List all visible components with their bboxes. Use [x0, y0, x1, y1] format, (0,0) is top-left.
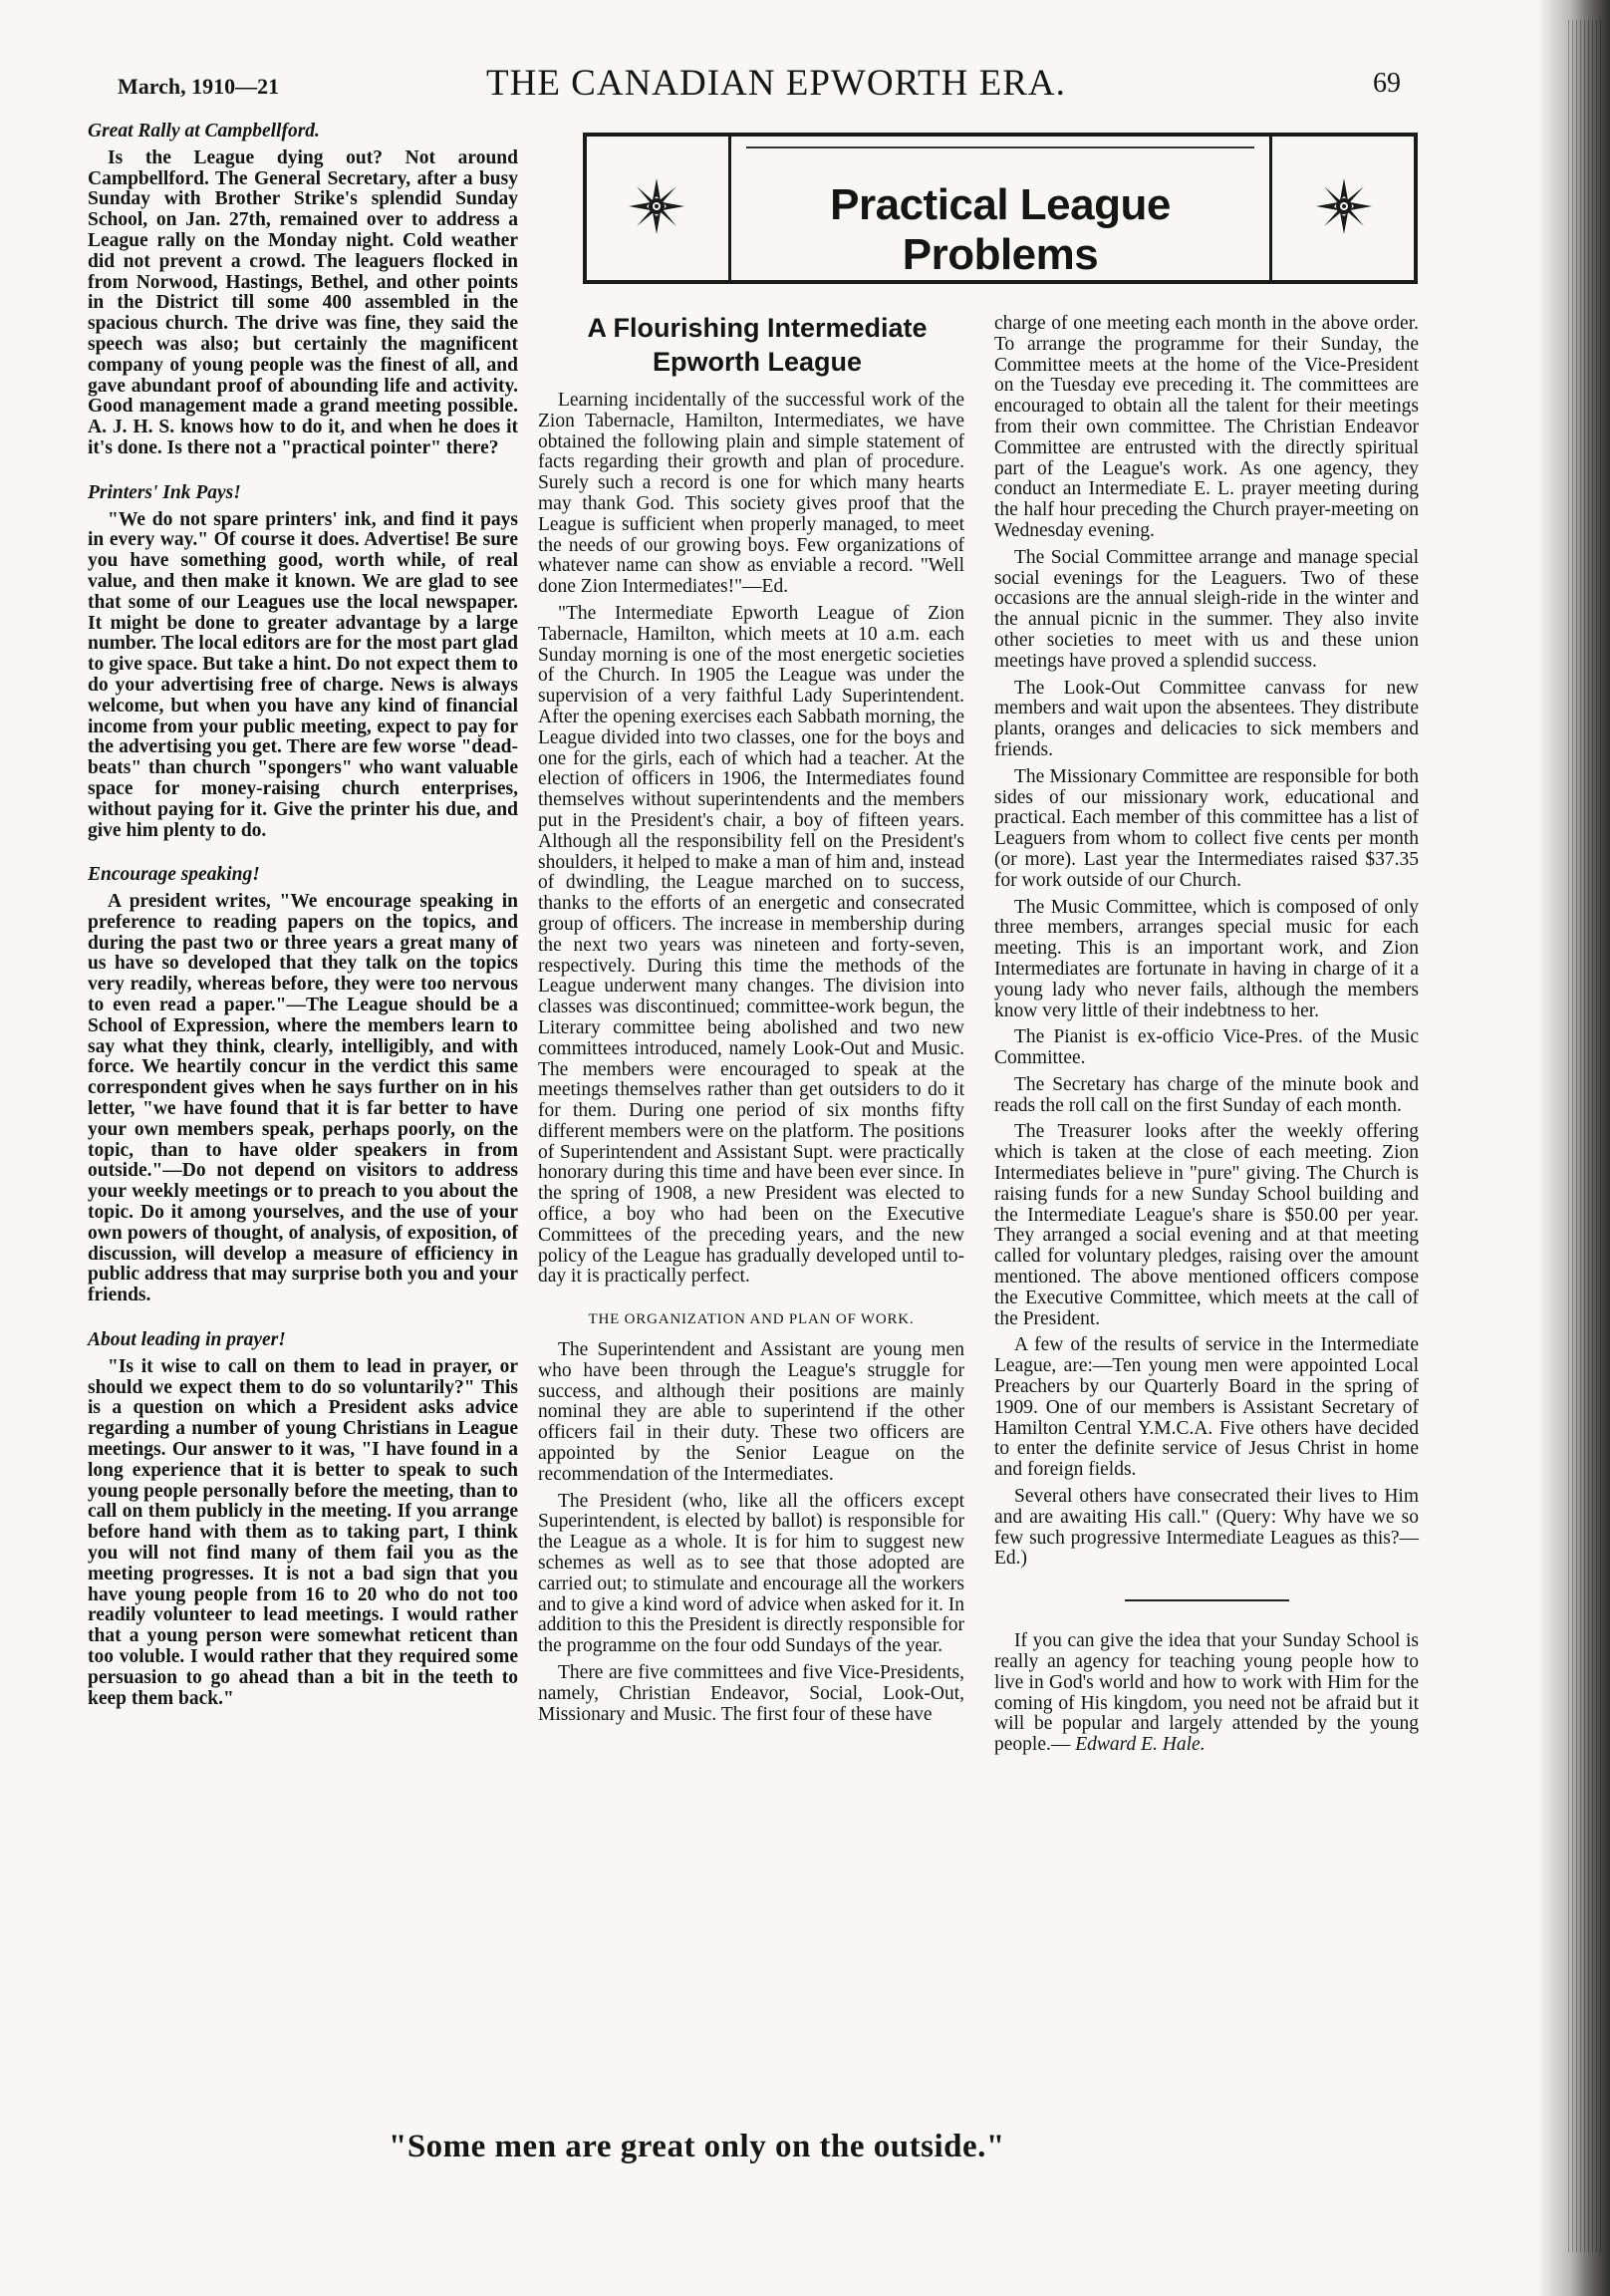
section-subheading: THE ORGANIZATION AND PLAN OF WORK.: [588, 1311, 915, 1328]
article-paragraph: "The Intermediate Epworth League of Zion Tabernacle, Hamilton, which meets at 10 a.m. each Sunday morning is one of the most energetic societies of the Church. In 1905 the League was under the supervision of a very faithful Lady Superintendent. After the opening exercises each Sabbath morning, the League divided into two classes, one for the boys and one for the girls, each of which had a teacher. At the election of officers in 1906, the Intermediates found themselves without superintendents and the members put in the President's chair, a boy of fifteen years. Although all the responsibility fell on the President's shoulders, it helped to make a man of him and, instead of dwindling, the League marched on to success, thanks to the efforts of an energetic and consecrated group of officers. The increase in membership during the next two years was nineteen and forty-seven, respectively. During this time the methods of the League underwent many changes. The division into classes was discontinued; committee-work begun, the Literary committee being abolished and two new committees introduced, namely Look-Out and Music. The members were encouraged to speak at the meetings themselves rather than get outsiders to do it for them. During one period of six months fifty different members were on the platform. The positions of Superintendent and Assistant Supt. were practically honorary during this time and have been ever since. In the spring of 1908, a new President was elected to office, a boy who had been on the Executive Committees of the preceding years, and the new policy of the League has gradually developed until to-day it is practically perfect.: [538, 602, 964, 1288]
article-paragraph: A few of the results of service in the Intermediate League, are:—Ten young men were appointed Local Preachers by our Quarterly Board in the spring of 1909. One of our members is Assistant Secretary of Hamilton Central Y.M.C.A. Five others have decided to enter the definite service of Jesus Christ in home and foreign fields.: [994, 1334, 1419, 1481]
book-spine-edge: [1539, 0, 1610, 2296]
section-heading: Great Rally at Campbellford.: [88, 121, 320, 142]
closing-quote: [994, 1631, 1419, 1756]
left-column: [88, 122, 518, 1709]
article-paragraph: Several others have consecrated their lives to Him and are awaiting His call." (Query: Why have we so few such progressive Intermediate Leagues as this?—Ed.): [994, 1486, 1419, 1570]
section-banner: [583, 133, 1418, 284]
article-paragraph: There are five committees and five Vice-Presidents, namely, Christian Endeavor, Social, Look-Out, Missionary and Music. The first four of these have: [538, 1662, 964, 1725]
star-ornament-icon: [627, 176, 686, 236]
article-title-line: Epworth League: [652, 347, 862, 377]
section-heading: About leading in prayer!: [88, 1329, 286, 1351]
article-paragraph: charge of one meeting each month in the above order. To arrange the programme for their Sunday, the Committee meets at the home of the Vice-President on the Tuesday eve preceding it. The committees are encouraged to obtain all the talent for their meetings from their own committee. The Christian Endeavor Committee are entrusted with the directly spiritual part of the League's work. As one agency, they conduct an Intermediate E. L. prayer meeting during the half hour preceding the Church prayer-meeting on Wednesday evening.: [994, 313, 1419, 541]
footer-quote: "Some men are great only on the outside.": [389, 2129, 1005, 2164]
section-heading: Encourage speaking!: [88, 864, 260, 886]
issue-date: March, 1910—21: [118, 74, 280, 99]
publication-title: THE CANADIAN EPWORTH ERA.: [486, 63, 1066, 104]
page-number: 69: [1373, 68, 1401, 99]
article-paragraph: The Missionary Committee are responsible for both sides of our missionary work, educational and practical. Each member of this committee has a list of Leaguers from whom to collect five cents per month (or more). Last year the Intermediates raised $37.35 for work outside of our Church.: [994, 765, 1419, 891]
right-column: [994, 314, 1419, 1756]
banner-left-panel: [587, 137, 731, 280]
middle-column: [538, 391, 964, 1725]
article-paragraph: Learning incidentally of the successful work of the Zion Tabernacle, Hamilton, Intermediates, we have obtained the following plain and simple statement of facts regarding their growth and plan of procedure. Surely such a record is one for which many hearts may thank God. This society gives proof that the League is sufficient when properly managed, to meet the needs of our growing boys. Few organizations of whatever name can show as enviable a record. "Well done Zion Intermediates!"—Ed.: [538, 390, 964, 598]
page-edges: [1568, 20, 1604, 2252]
banner-top-rule: [746, 143, 1254, 148]
page-header: [118, 62, 1413, 112]
section-paragraph: "Is it wise to call on them to lead in prayer, or should we expect them to do so voluntarily?" This is a question on which a President asks advice regarding a number of young Christians in League meetings. Our answer to it was, "I have found in a long experience that it is better to speak to such young people personally before the meeting, than to call on them publicly in the meeting. If you arrange before hand with them as to taking part, I think you will not find many of them fail you as the meeting progresses. It is not a bad sign that you have young people from 16 to 20 who do not too readily volunteer to lead meetings. I would rather that a young person were somewhat reticent than too voluble. I would rather that they required some persuasion to go ahead than a bit in the teeth to keep them back.": [88, 1355, 518, 1709]
banner-title: Practical League Problems: [830, 180, 1171, 279]
article-paragraph: The Social Committee arrange and manage special social evenings for the Leaguers. Two of these occasions are the annual sleigh-ride in the winter and the annual picnic in the summer. They also invite other societies to meet with us and these union meetings have proved a splendid success.: [994, 546, 1419, 672]
closing-quote-attribution: Edward E. Hale.: [1075, 1734, 1206, 1756]
article-paragraph: The Music Committee, which is composed of only three members, arranges special music for each meeting. This is an important work, and Zion Intermediates are fortunate in having in charge of it a young lady who never fails, although the members know very little of their indebtness to her.: [994, 896, 1419, 1021]
article-paragraph: The Look-Out Committee canvass for new members and wait upon the absentees. They distribute plants, oranges and delicacies to sick members and friends.: [994, 677, 1419, 760]
section-heading: Printers' Ink Pays!: [88, 481, 241, 503]
section-paragraph: Is the League dying out? Not around Campbellford. The General Secretary, after a busy Sunday with Brother Strike's splendid Sunday School, on Jan. 27th, remained over to address a League rally on the Monday night. Cold weather did not prevent a crowd. The leaguers flocked in from Norwood, Hastings, Bethel, and other points in the District till some 400 assembled in the spacious church. The drive was fine, they said the speech was also; but certainly the magnificent company of young people was the finest of all, and gave abundant proof of abounding life and activity. Good management made a grand meeting possible. A. J. H. S. knows how to do it, and when he does it it's done. Is there not a "practical pointer" there?: [88, 146, 518, 458]
article-paragraph: The Pianist is ex-officio Vice-Pres. of the Music Committee.: [994, 1026, 1419, 1069]
article-paragraph: The President (who, like all the officers except Superintendent, is elected by ballot) is responsible for the League as a whole. It is for him to suggest new schemes as well as to see that those adopted are carried out; to stimulate and encourage all the workers and to give a kind word of advice when asked for it. In addition to this the President is directly responsible for the programme on the four odd Sundays of the year.: [538, 1490, 964, 1657]
article-title-line: A Flourishing Intermediate: [587, 313, 928, 343]
article-paragraph: The Secretary has charge of the minute book and reads the roll call on the first Sunday of each month.: [994, 1073, 1419, 1116]
article-title: [538, 311, 976, 379]
closing-quote-text: If you can give the idea that your Sunday School is really an agency for teaching young people how to live in God's world and how to work with Him for the coming of His kingdom, you need not be afraid but it will be popular and largely attended by the young people.—: [994, 1630, 1419, 1756]
section-paragraph: A president writes, "We encourage speaking in preference to reading papers on the topics, and during the past two or three years a great many of us have so developed that they talk on the topics very readily, whereas before, they were too nervous to even read a paper."—The League should be a School of Expression, where the members learn to say what they think, clearly, intelligibly, and with force. We heartily concur in the verdict this same correspondent gives when he says further on in his letter, "we have found that it is far better to have your own members speak, perhaps poorly, on the topic, than to have older speakers in from outside."—Do not depend on visitors to address your weekly meetings or to preach to you about the topic. Do it among yourselves, and the use of your own powers of thought, of analysis, of exposition, of discussion, will develop a measure of efficiency in public address that may surprise both you and your friends.: [88, 891, 518, 1306]
article-paragraph: The Superintendent and Assistant are young men who have been through the League's struggle for success, and although their positions are mainly nominal they are able to superintend if the other officers fail in their duty. These two officers are appointed by the Senior League on the recommendation of the Intermediates.: [538, 1339, 964, 1485]
section-paragraph: "We do not spare printers' ink, and find it pays in every way." Of course it does. Advertise! Be sure you have something good, worth while, of real value, and then make it known. We are glad to see that some of our Leagues use the local newspaper. It might be done to greater advantage by a large number. The local editors are for the most part glad to give space. But take a hint. Do not expect them to do your advertising free of charge. News is always welcome, but when you have any kind of financial income from your public meeting, expect to pay for the advertising you get. There are few worse "dead-beats" than church "spongers" who want valuable space for money-raising church enterprises, without paying for it. Give the printer his due, and give him plenty to do.: [88, 508, 518, 841]
divider-rule: [1125, 1599, 1289, 1601]
article-paragraph: The Treasurer looks after the weekly offering which is taken at the close of each meeting. Zion Intermediates believe in "pure" giving. The Church is raising funds for a new Sunday School building and the Intermediate League's share is $50.00 per year. They arranged a social evening and at that meeting called for voluntary pledges, raising over the amount mentioned. The above mentioned officers compose the Executive Committee, which meets at the call of the President.: [994, 1121, 1419, 1329]
banner-right-panel: [1269, 137, 1414, 280]
star-ornament-icon: [1314, 176, 1374, 236]
